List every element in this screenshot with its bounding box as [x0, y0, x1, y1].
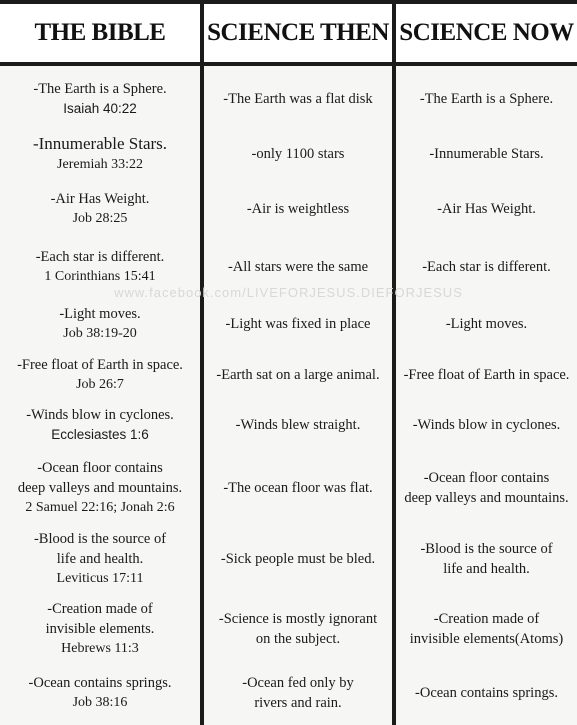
cell-now: [396, 296, 577, 352]
cell-then: [204, 238, 392, 296]
cell-bible: [0, 452, 200, 524]
cell-now: [396, 594, 577, 664]
then-line: -Winds blew straight.: [235, 417, 361, 433]
cell-now: [396, 664, 577, 722]
cell-bible: [0, 664, 200, 722]
then-line: -only 1100 stars: [251, 146, 345, 162]
then-line: rivers and rain.: [254, 695, 342, 711]
now-line: -Free float of Earth in space.: [403, 367, 570, 383]
cell-now: [396, 180, 577, 238]
header-science-now: SCIENCE NOW: [399, 19, 574, 46]
cell-bible: [0, 524, 200, 594]
then-line: on the subject.: [255, 631, 341, 647]
cell-now: [396, 70, 577, 128]
cell-now: [396, 352, 577, 398]
cell-now: [396, 128, 577, 180]
then-line: -All stars were the same: [227, 259, 369, 275]
cell-bible: [0, 180, 200, 238]
cell-then: [204, 452, 392, 524]
header-the-bible: THE BIBLE: [34, 19, 166, 46]
cell-bible: [0, 352, 200, 398]
scripture-reference: Job 38:16: [72, 695, 128, 710]
then-line: -The Earth was a flat disk: [223, 91, 373, 107]
then-line: -The ocean floor was flat.: [223, 480, 373, 496]
bible-line: -Winds blow in cyclones.: [26, 407, 174, 423]
cell-now: [396, 452, 577, 524]
now-line: life and health.: [443, 561, 530, 577]
bible-line: -Each star is different.: [35, 249, 165, 265]
cell-then: [204, 352, 392, 398]
cell-bible: [0, 70, 200, 128]
bible-line: -Free float of Earth in space.: [17, 357, 183, 373]
now-line: invisible elements(Atoms): [409, 631, 564, 647]
cell-then: [204, 398, 392, 452]
now-line: -Blood is the source of: [420, 541, 553, 557]
now-line: -Light moves.: [445, 316, 528, 332]
bible-line: -Light moves.: [59, 306, 141, 322]
then-line: -Light was fixed in place: [225, 316, 371, 332]
scripture-reference: Isaiah 40:22: [63, 101, 137, 116]
scripture-reference: Ecclesiastes 1:6: [51, 427, 149, 442]
bible-line: -Innumerable Stars.: [32, 134, 168, 153]
scripture-reference: Hebrews 11:3: [61, 641, 139, 656]
bible-line: -Ocean contains springs.: [28, 675, 172, 691]
bible-line: life and health.: [56, 551, 144, 567]
then-line: -Air is weightless: [246, 201, 350, 217]
bible-line: -Creation made of: [47, 601, 153, 617]
cell-then: [204, 594, 392, 664]
now-line: -Winds blow in cyclones.: [412, 417, 561, 433]
header-science-then: SCIENCE THEN: [207, 19, 389, 46]
now-line: -Each star is different.: [422, 259, 551, 275]
now-line: -Innumerable Stars.: [429, 146, 544, 162]
cell-then: [204, 180, 392, 238]
scripture-reference: 1 Corinthians 15:41: [44, 269, 156, 284]
scripture-reference: 2 Samuel 22:16; Jonah 2:6: [25, 500, 175, 515]
bible-line: -The Earth is a Sphere.: [33, 81, 167, 97]
cell-bible: [0, 594, 200, 664]
table-header: [0, 0, 577, 66]
cell-bible: [0, 128, 200, 180]
now-line: -Ocean contains springs.: [415, 685, 558, 701]
cell-bible: [0, 238, 200, 296]
cell-then: [204, 664, 392, 722]
bible-line: -Blood is the source of: [33, 531, 167, 547]
now-line: -Creation made of: [433, 611, 540, 627]
now-line: -Ocean floor contains: [423, 470, 550, 486]
then-line: -Sick people must be bled.: [220, 551, 376, 567]
bible-line: deep valleys and mountains.: [17, 480, 183, 496]
cell-now: [396, 238, 577, 296]
cell-then: [204, 70, 392, 128]
then-line: -Earth sat on a large animal.: [216, 367, 380, 383]
scripture-reference: Jeremiah 33:22: [57, 157, 143, 172]
bible-line: invisible elements.: [45, 621, 155, 637]
scripture-reference: Job 26:7: [76, 377, 124, 392]
now-line: -The Earth is a Sphere.: [419, 91, 554, 107]
cell-then: [204, 524, 392, 594]
scripture-reference: Job 38:19-20: [63, 326, 137, 341]
cell-then: [204, 128, 392, 180]
cell-bible: [0, 296, 200, 352]
cell-now: [396, 524, 577, 594]
cell-now: [396, 398, 577, 452]
now-line: -Air Has Weight.: [437, 201, 536, 217]
watermark-text: www.facebook.com/LIVEFORJESUS.DIEFORJESUS: [114, 285, 463, 300]
scripture-reference: Job 28:25: [72, 211, 128, 226]
scripture-reference: Leviticus 17:11: [56, 571, 144, 586]
then-line: -Ocean fed only by: [242, 675, 354, 691]
cell-bible: [0, 398, 200, 452]
bible-line: -Air Has Weight.: [50, 191, 150, 207]
bible-line: -Ocean floor contains: [37, 460, 163, 476]
now-line: deep valleys and mountains.: [404, 490, 569, 506]
then-line: -Science is mostly ignorant: [218, 611, 378, 627]
cell-then: [204, 296, 392, 352]
